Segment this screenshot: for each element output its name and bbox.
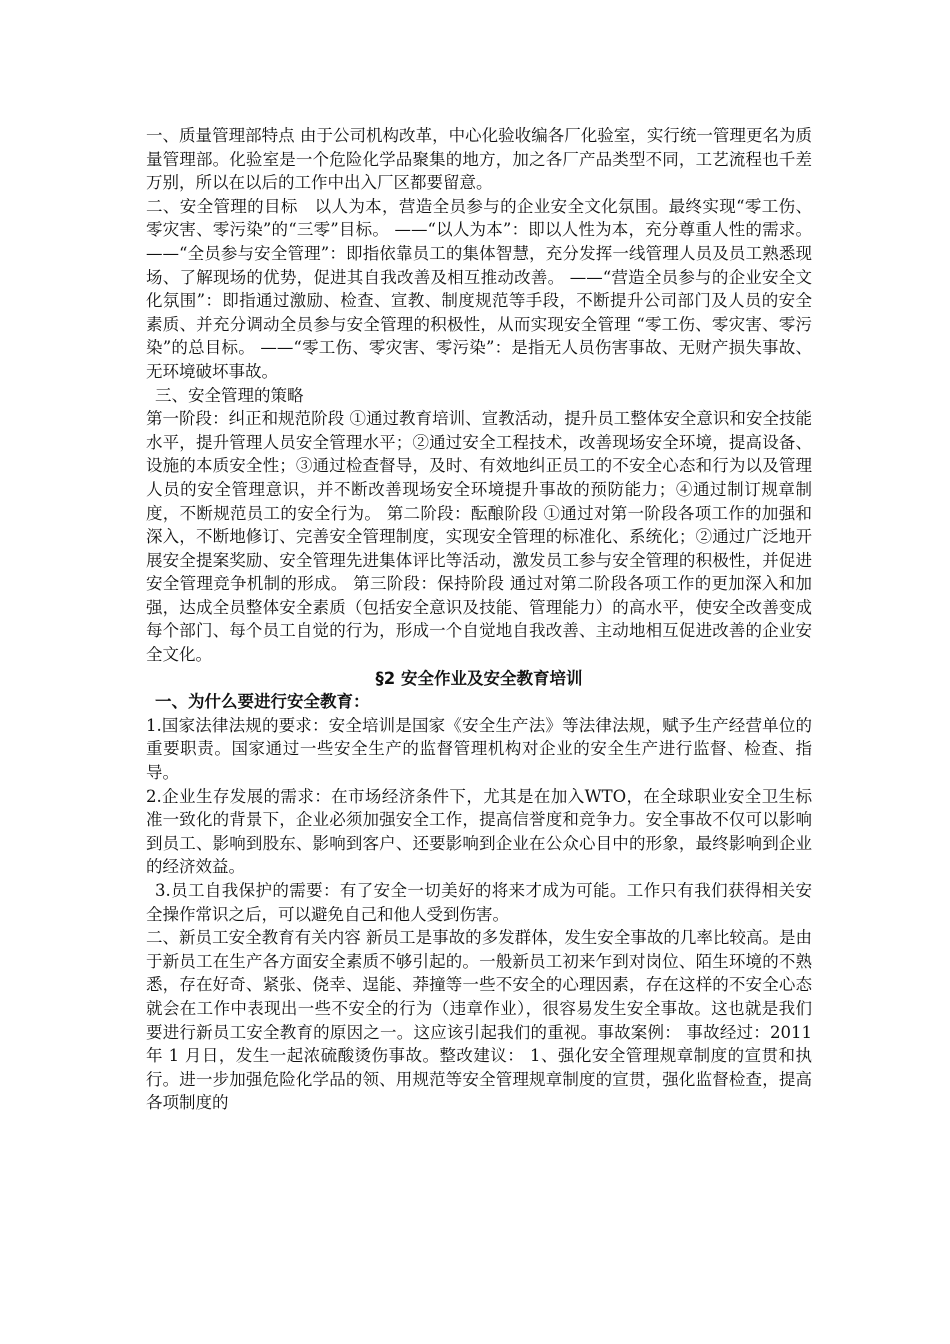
paragraph-strategy-heading: 三、安全管理的策略 — [155, 385, 304, 405]
paragraph-enterprise-need: 2.企业生存发展的需求：在市场经济条件下，尤其是在加入WTO，在全球职业安全卫生标准一致化的背景下，企业必须加强安全工作，提高信誉度和竞争力。安全事故不仅可以影响到员工、影响到股东、影响到客户、还要影响到企业在公众心目中的形象，最终影响到企业的经济效益。 — [146, 786, 812, 877]
section-title: §2 安全作业及安全教育培训 — [375, 668, 583, 688]
sub-heading-why-education: 一、为什么要进行安全教育： — [155, 692, 370, 712]
document-page — [146, 124, 812, 1115]
paragraph-new-employee: 二、新员工安全教育有关内容 新员工是事故的多发群体，发生安全事故的几率比较高。是由于新员工在生产各方面安全素质不够引起的。一般新员工初来乍到对岗位、陌生环境的不熟悉，存在好奇、紧张、侥幸、逞能、莽撞等一些不安全的心理因素，存在这样的不安全心态就会在工作中表现出一些不安全的行为（违章作业），很容易发生安全事故。这也就是我们要进行新员工安全教育的原因之一。这应该引起我们的重视。事故案例： 事故经过：2011 年 1 月日，发生一起浓硫酸烫伤事故。整改建议： 1、强化安全管理规章制度的宣贯和执行。进一步加强危险化学品的领、用规范等安全管理规章制度的宣贯，强化监督检查，提高各项制度的 — [146, 928, 812, 1113]
paragraph-strategy-stages: 第一阶段：纠正和规范阶段 ①通过教育培训、宣教活动，提升员工整体安全意识和安全技能水平，提升管理人员安全管理水平；②通过安全工程技术，改善现场安全环境，提高设备、设施的本质安全性；③通过检查督导，及时、有效地纠正员工的不安全心态和行为以及管理人员的安全管理意识，并不断改善现场安全环境提升事故的预防能力；④通过制订规章制度，不断规范员工的安全行为。 第二阶段：酝酿阶段 ①通过对第一阶段各项工作的加强和深入，不断地修订、完善安全管理制度，实现安全管理的标准化、系统化；②通过广泛地开展安全提案奖励、安全管理先进集体评比等活动，激发员工参与安全管理的积极性，并促进安全管理竞争机制的形成。 第三阶段：保持阶段 通过对第二阶段各项工作的更加深入和加强，达成全员整体安全素质（包括安全意识及技能、管理能力）的高水平，使安全改善变成每个部门、每个员工自觉的行为，形成一个自觉地自我改善、主动地相互促进改善的企业安全文化。 — [146, 409, 812, 665]
paragraph-legal-requirement: 1.国家法律法规的要求：安全培训是国家《安全生产法》等法律法规，赋予生产经营单位的重要职责。国家通过一些安全生产的监督管理机构对企业的安全生产进行监督、检查、指导。 — [146, 715, 812, 783]
paragraph-self-protection: 3.员工自我保护的需要：有了安全一切美好的将来才成为可能。工作只有我们获得相关安全操作常识之后，可以避免自己和他人受到伤害。 — [146, 881, 812, 924]
paragraph-safety-goals: 二、安全管理的目标 以人为本，营造全员参与的企业安全文化氛围。最终实现“零工伤、零灾害、零污染”的“三零”目标。 ——“以人为本”：即以人性为本，充分尊重人性的需求。 ——“全员参与安全管理”：即指依靠员工的集体智慧，充分发挥一线管理人员及员工熟悉现场、了解现场的优势，促进其自我改善及相互推动改善。 ——“营造全员参与的企业安全文化氛围”：即指通过激励、检查、宣教、制度规范等手段，不断提升公司部门及人员的安全素质、并充分调动全员参与安全管理的积极性，从而实现安全管理 “零工伤、零灾害、零污染”的总目标。 ——“零工伤、零灾害、零污染”：是指无人员伤害事故、无财产损失事故、无环境破坏事故。 — [146, 196, 812, 381]
paragraph-quality-dept: 一、质量管理部特点 由于公司机构改革，中心化验收编各厂化验室，实行统一管理更名为质量管理部。化验室是一个危险化学品聚集的地方，加之各厂产品类型不同，工艺流程也千差万别，所以在以后的工作中出入厂区都要留意。 — [146, 126, 812, 193]
